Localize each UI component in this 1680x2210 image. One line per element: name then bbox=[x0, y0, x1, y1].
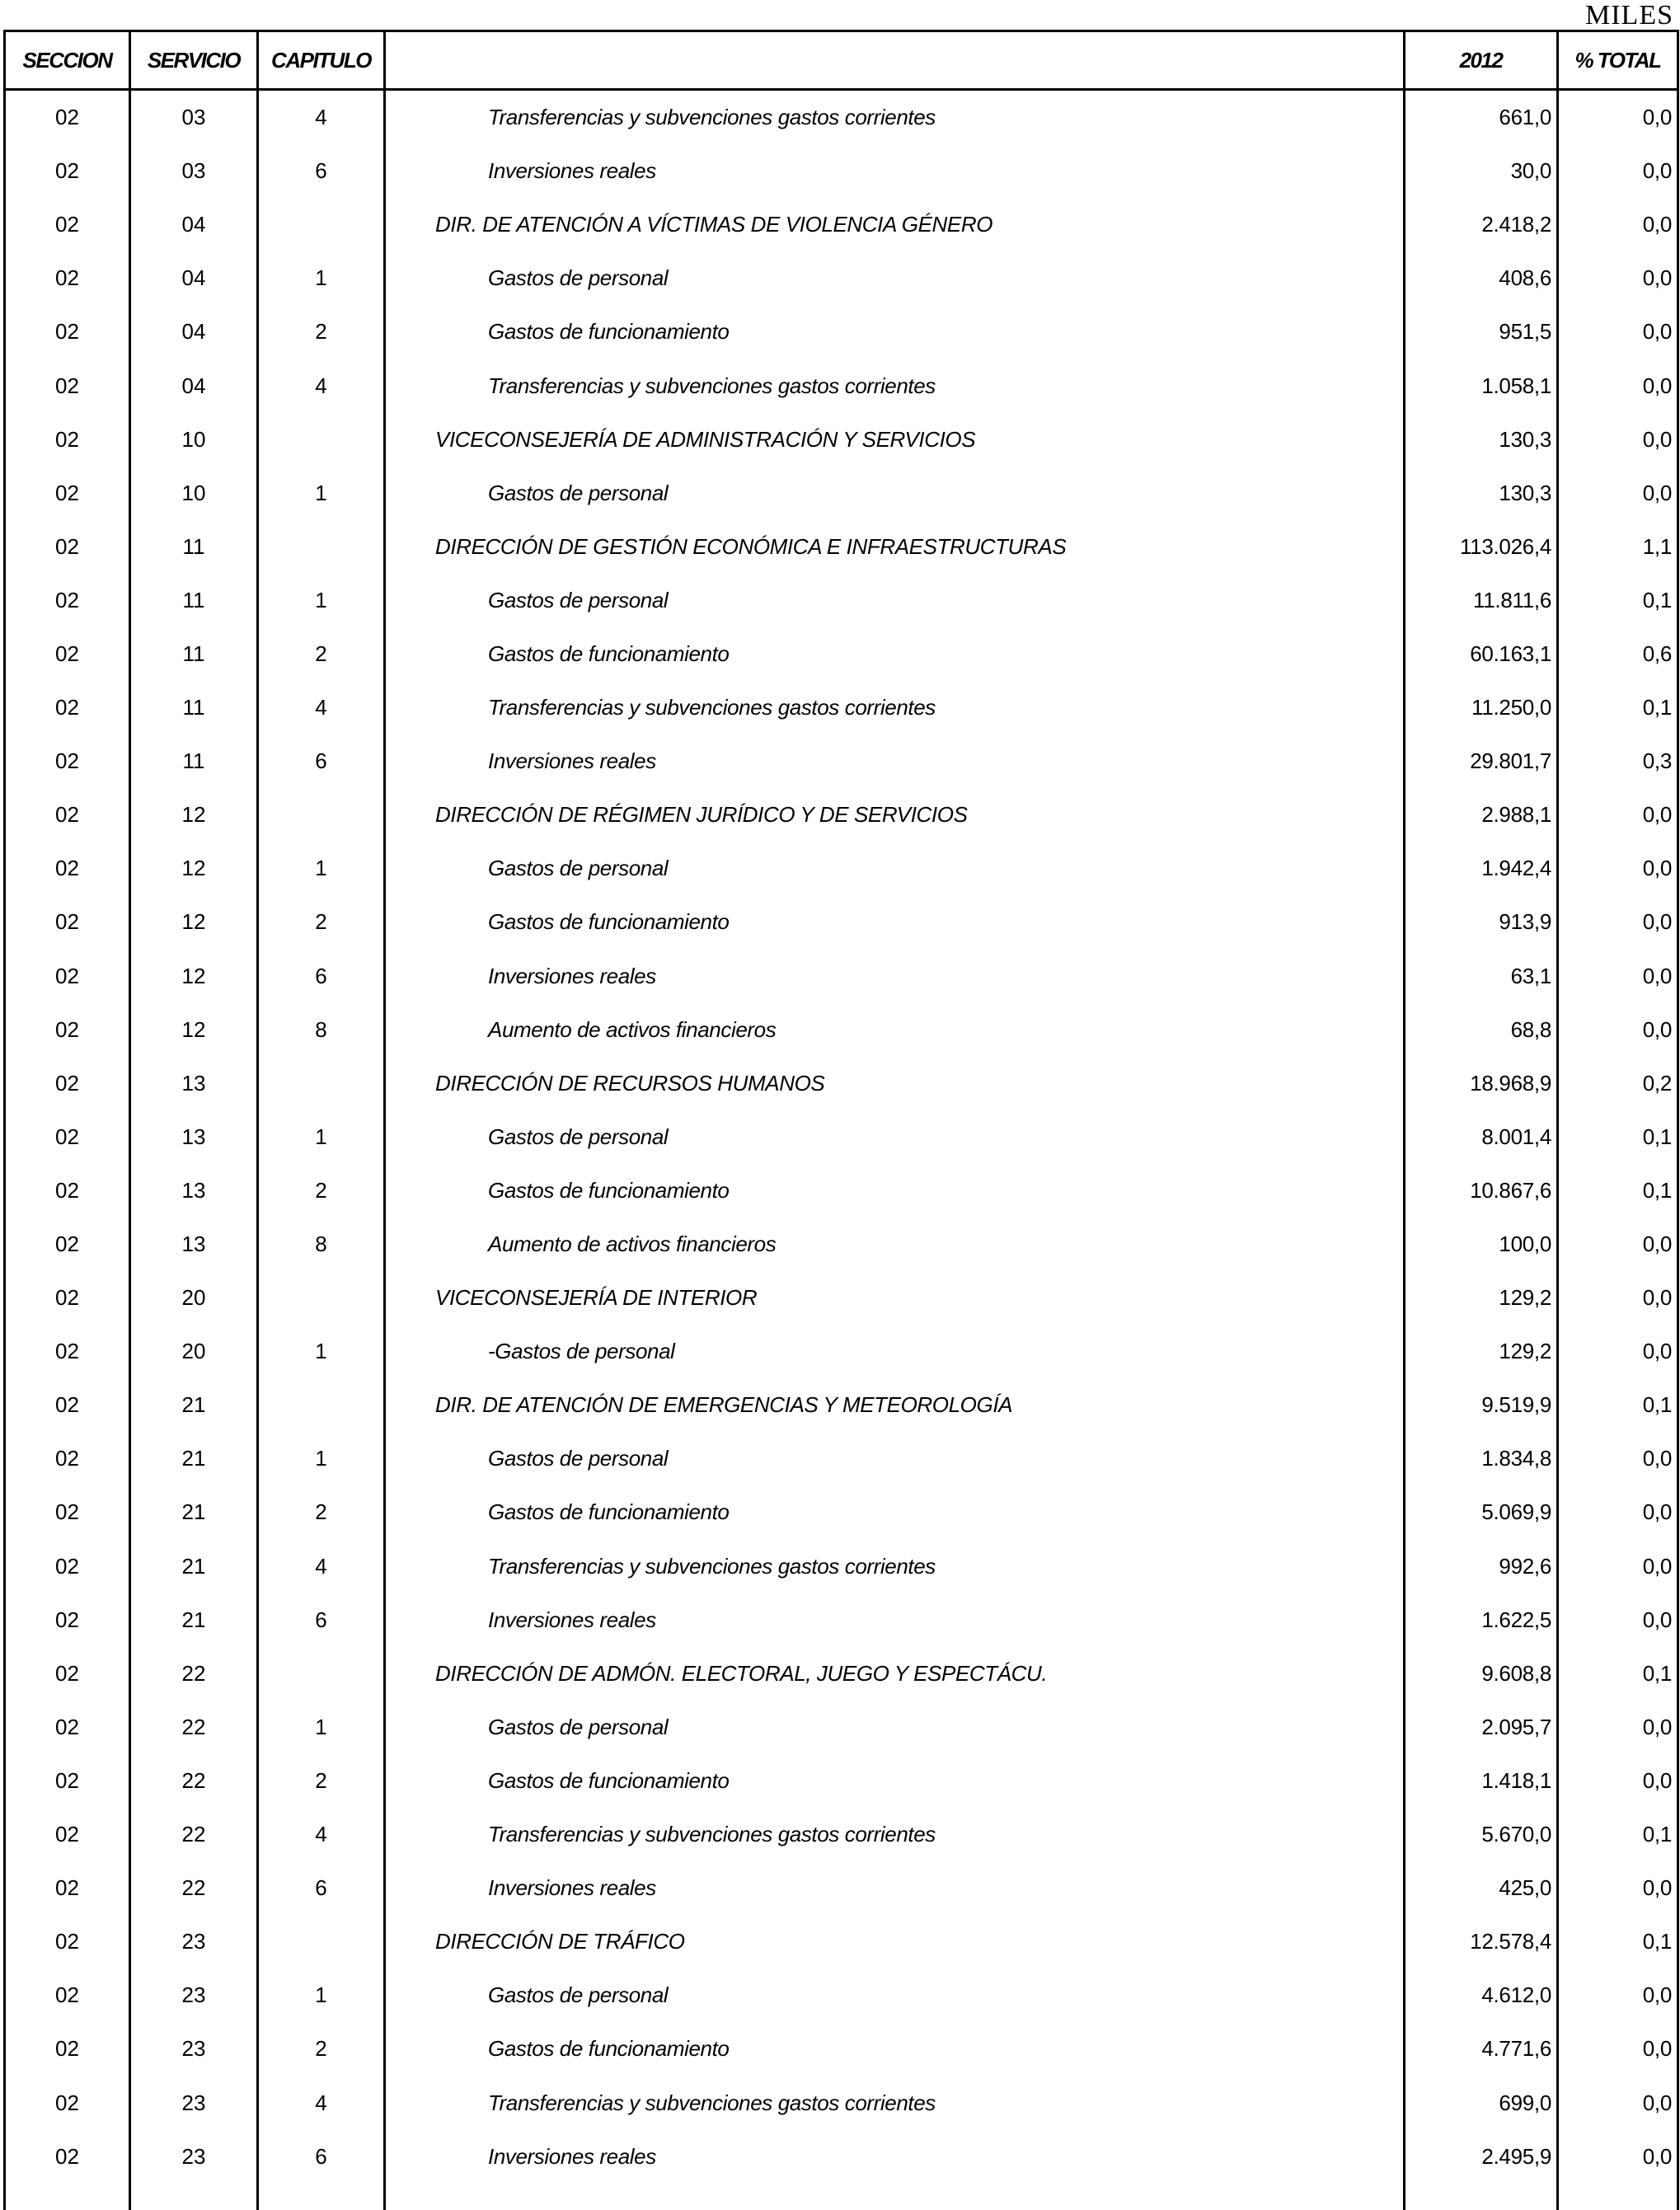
cell-servicio: 21 bbox=[130, 1593, 258, 1647]
cell-value-2012: 408,6 bbox=[1405, 251, 1558, 305]
cell-descripcion: Transferencias y subvenciones gastos corrientes bbox=[385, 1540, 1405, 1593]
cell-servicio: 21 bbox=[130, 1378, 258, 1432]
cell-servicio: 23 bbox=[130, 2130, 258, 2184]
cell-seccion: 02 bbox=[5, 574, 130, 627]
table-row bbox=[5, 842, 1678, 895]
cell-seccion: 02 bbox=[5, 520, 130, 574]
cell-seccion: 02 bbox=[5, 1540, 130, 1593]
cell-servicio: 22 bbox=[130, 1861, 258, 1915]
cell-capitulo: 2 bbox=[258, 305, 385, 359]
cell-servicio: 21 bbox=[130, 1432, 258, 1485]
cell-pct-total: 0,0 bbox=[1558, 2130, 1678, 2184]
table-row bbox=[5, 1701, 1678, 1754]
cell-servicio: 21 bbox=[130, 1485, 258, 1539]
cell-descripcion: Gastos de funcionamiento bbox=[385, 1164, 1405, 1218]
cell-descripcion: Inversiones reales bbox=[385, 1861, 1405, 1915]
cell-servicio: 04 bbox=[130, 305, 258, 359]
cell-seccion: 02 bbox=[5, 2076, 130, 2129]
table-row bbox=[5, 1540, 1678, 1593]
cell-capitulo: 1 bbox=[258, 467, 385, 520]
budget-table-container bbox=[3, 30, 1677, 2187]
table-row bbox=[5, 1593, 1678, 1647]
table-row bbox=[5, 90, 1678, 145]
cell-servicio: 11 bbox=[130, 734, 258, 788]
cell-pct-total: 0,0 bbox=[1558, 842, 1678, 895]
cell-seccion: 02 bbox=[5, 1861, 130, 1915]
cell-value-2012: 9.519,9 bbox=[1405, 1378, 1558, 1432]
cell-descripcion: Transferencias y subvenciones gastos corrientes bbox=[385, 2076, 1405, 2129]
cell-descripcion: Gastos de funcionamiento bbox=[385, 1754, 1405, 1808]
cell-servicio: 03 bbox=[130, 144, 258, 198]
table-row bbox=[5, 520, 1678, 574]
cell-pct-total: 0,0 bbox=[1558, 1754, 1678, 1808]
header-descripcion bbox=[385, 31, 1405, 90]
cell-descripcion: Transferencias y subvenciones gastos corrientes bbox=[385, 90, 1405, 145]
cell-servicio: 11 bbox=[130, 681, 258, 734]
cell-pct-total: 0,0 bbox=[1558, 467, 1678, 520]
cell-seccion: 02 bbox=[5, 359, 130, 412]
cell-capitulo: 4 bbox=[258, 359, 385, 412]
table-row bbox=[5, 2076, 1678, 2129]
cell-descripcion: Aumento de activos financieros bbox=[385, 1003, 1405, 1057]
header-seccion: SECCION bbox=[5, 31, 130, 90]
table-row bbox=[5, 1754, 1678, 1808]
cell-capitulo bbox=[258, 1271, 385, 1325]
cell-value-2012: 2.418,2 bbox=[1405, 198, 1558, 251]
table-row bbox=[5, 413, 1678, 467]
table-row bbox=[5, 1057, 1678, 1110]
cell-pct-total: 0,1 bbox=[1558, 1164, 1678, 1218]
table-row bbox=[5, 1378, 1678, 1432]
cell-value-2012: 29.801,7 bbox=[1405, 734, 1558, 788]
cell-descripcion: Gastos de personal bbox=[385, 251, 1405, 305]
cell-value-2012: 11.250,0 bbox=[1405, 681, 1558, 734]
cell-pct-total: 0,1 bbox=[1558, 1110, 1678, 1164]
cell-pct-total: 0,0 bbox=[1558, 1701, 1678, 1754]
cell-descripcion: Transferencias y subvenciones gastos corrientes bbox=[385, 359, 1405, 412]
cell-value-2012: 2.495,9 bbox=[1405, 2130, 1558, 2184]
table-row bbox=[5, 1325, 1678, 1378]
cell-value-2012: 130,3 bbox=[1405, 467, 1558, 520]
cell-capitulo: 1 bbox=[258, 842, 385, 895]
cell-servicio: 12 bbox=[130, 1003, 258, 1057]
cell-capitulo: 1 bbox=[258, 1325, 385, 1378]
cell-value-2012: 913,9 bbox=[1405, 895, 1558, 949]
cell-value-2012: 699,0 bbox=[1405, 2076, 1558, 2129]
cell-seccion: 02 bbox=[5, 1271, 130, 1325]
table-row bbox=[5, 1003, 1678, 1057]
cell-descripcion: DIRECCIÓN DE GESTIÓN ECONÓMICA E INFRAESTRUCTURAS bbox=[385, 520, 1405, 574]
cell-value-2012: 10.867,6 bbox=[1405, 1164, 1558, 1218]
cell-capitulo: 8 bbox=[258, 1003, 385, 1057]
cell-pct-total: 0,0 bbox=[1558, 1485, 1678, 1539]
cell-descripcion: DIR. DE ATENCIÓN DE EMERGENCIAS Y METEOROLOGÍA bbox=[385, 1378, 1405, 1432]
table-row bbox=[5, 359, 1678, 412]
header-servicio: SERVICIO bbox=[130, 31, 258, 90]
cell-servicio: 23 bbox=[130, 1968, 258, 2022]
cell-seccion: 02 bbox=[5, 1968, 130, 2022]
cell-descripcion: DIRECCIÓN DE TRÁFICO bbox=[385, 1915, 1405, 1968]
cell-pct-total: 0,1 bbox=[1558, 574, 1678, 627]
filler-cell bbox=[385, 2184, 1405, 2210]
cell-seccion: 02 bbox=[5, 1378, 130, 1432]
cell-pct-total: 0,1 bbox=[1558, 1647, 1678, 1701]
cell-value-2012: 992,6 bbox=[1405, 1540, 1558, 1593]
cell-servicio: 22 bbox=[130, 1808, 258, 1861]
cell-capitulo: 1 bbox=[258, 1701, 385, 1754]
cell-descripcion: Inversiones reales bbox=[385, 2130, 1405, 2184]
cell-pct-total: 0,0 bbox=[1558, 1861, 1678, 1915]
table-row bbox=[5, 144, 1678, 198]
cell-seccion: 02 bbox=[5, 2130, 130, 2184]
cell-pct-total: 0,1 bbox=[1558, 1915, 1678, 1968]
cell-capitulo bbox=[258, 1647, 385, 1701]
table-row bbox=[5, 574, 1678, 627]
filler-cell bbox=[5, 2184, 130, 2210]
table-row bbox=[5, 1110, 1678, 1164]
cell-seccion: 02 bbox=[5, 1110, 130, 1164]
cell-capitulo: 1 bbox=[258, 574, 385, 627]
cell-capitulo: 1 bbox=[258, 1432, 385, 1485]
cell-value-2012: 9.608,8 bbox=[1405, 1647, 1558, 1701]
cell-descripcion: Inversiones reales bbox=[385, 1593, 1405, 1647]
cell-value-2012: 129,2 bbox=[1405, 1271, 1558, 1325]
cell-descripcion: Gastos de personal bbox=[385, 1432, 1405, 1485]
header-row bbox=[5, 31, 1678, 90]
cell-value-2012: 113.026,4 bbox=[1405, 520, 1558, 574]
cell-seccion: 02 bbox=[5, 1003, 130, 1057]
table-row bbox=[5, 198, 1678, 251]
table-row bbox=[5, 788, 1678, 842]
cell-pct-total: 0,1 bbox=[1558, 681, 1678, 734]
cell-pct-total: 0,0 bbox=[1558, 1003, 1678, 1057]
cell-seccion: 02 bbox=[5, 198, 130, 251]
cell-capitulo bbox=[258, 520, 385, 574]
cell-pct-total: 0,0 bbox=[1558, 788, 1678, 842]
cell-value-2012: 4.771,6 bbox=[1405, 2022, 1558, 2076]
cell-capitulo: 2 bbox=[258, 1164, 385, 1218]
cell-servicio: 11 bbox=[130, 574, 258, 627]
cell-capitulo bbox=[258, 1057, 385, 1110]
cell-servicio: 13 bbox=[130, 1218, 258, 1271]
cell-capitulo: 2 bbox=[258, 895, 385, 949]
cell-value-2012: 12.578,4 bbox=[1405, 1915, 1558, 1968]
cell-servicio: 22 bbox=[130, 1647, 258, 1701]
table-filler-row bbox=[5, 2184, 1678, 2210]
cell-capitulo bbox=[258, 413, 385, 467]
table-row bbox=[5, 251, 1678, 305]
cell-seccion: 02 bbox=[5, 90, 130, 145]
cell-pct-total: 0,0 bbox=[1558, 1325, 1678, 1378]
table-row bbox=[5, 950, 1678, 1003]
cell-seccion: 02 bbox=[5, 144, 130, 198]
cell-value-2012: 1.622,5 bbox=[1405, 1593, 1558, 1647]
cell-seccion: 02 bbox=[5, 1485, 130, 1539]
cell-seccion: 02 bbox=[5, 1808, 130, 1861]
cell-servicio: 10 bbox=[130, 467, 258, 520]
cell-value-2012: 100,0 bbox=[1405, 1218, 1558, 1271]
cell-capitulo bbox=[258, 198, 385, 251]
cell-pct-total: 0,0 bbox=[1558, 1593, 1678, 1647]
cell-seccion: 02 bbox=[5, 1593, 130, 1647]
cell-seccion: 02 bbox=[5, 1647, 130, 1701]
cell-seccion: 02 bbox=[5, 1325, 130, 1378]
cell-servicio: 13 bbox=[130, 1057, 258, 1110]
cell-servicio: 12 bbox=[130, 788, 258, 842]
cell-servicio: 10 bbox=[130, 413, 258, 467]
filler-cell bbox=[258, 2184, 385, 2210]
cell-seccion: 02 bbox=[5, 895, 130, 949]
cell-seccion: 02 bbox=[5, 1701, 130, 1754]
cell-pct-total: 0,2 bbox=[1558, 1057, 1678, 1110]
table-row bbox=[5, 467, 1678, 520]
cell-servicio: 21 bbox=[130, 1540, 258, 1593]
cell-pct-total: 0,0 bbox=[1558, 950, 1678, 1003]
cell-capitulo: 6 bbox=[258, 2130, 385, 2184]
cell-servicio: 22 bbox=[130, 1701, 258, 1754]
table-header bbox=[5, 31, 1678, 90]
cell-pct-total: 0,0 bbox=[1558, 2022, 1678, 2076]
table-row bbox=[5, 681, 1678, 734]
cell-capitulo: 2 bbox=[258, 627, 385, 681]
cell-value-2012: 130,3 bbox=[1405, 413, 1558, 467]
cell-descripcion: Inversiones reales bbox=[385, 950, 1405, 1003]
cell-value-2012: 2.095,7 bbox=[1405, 1701, 1558, 1754]
cell-value-2012: 2.988,1 bbox=[1405, 788, 1558, 842]
unit-label: MILES bbox=[1585, 0, 1673, 30]
cell-descripcion: Gastos de personal bbox=[385, 467, 1405, 520]
cell-value-2012: 8.001,4 bbox=[1405, 1110, 1558, 1164]
table-row bbox=[5, 627, 1678, 681]
cell-servicio: 23 bbox=[130, 1915, 258, 1968]
table-row bbox=[5, 2022, 1678, 2076]
table-row bbox=[5, 1164, 1678, 1218]
cell-value-2012: 129,2 bbox=[1405, 1325, 1558, 1378]
table-row bbox=[5, 1485, 1678, 1539]
filler-cell bbox=[1405, 2184, 1558, 2210]
filler-cell bbox=[130, 2184, 258, 2210]
table-row bbox=[5, 1808, 1678, 1861]
cell-pct-total: 0,3 bbox=[1558, 734, 1678, 788]
cell-pct-total: 0,0 bbox=[1558, 1432, 1678, 1485]
cell-pct-total: 0,0 bbox=[1558, 1218, 1678, 1271]
cell-value-2012: 63,1 bbox=[1405, 950, 1558, 1003]
cell-capitulo: 4 bbox=[258, 681, 385, 734]
cell-seccion: 02 bbox=[5, 734, 130, 788]
cell-capitulo: 1 bbox=[258, 1968, 385, 2022]
cell-descripcion: VICECONSEJERÍA DE INTERIOR bbox=[385, 1271, 1405, 1325]
cell-value-2012: 951,5 bbox=[1405, 305, 1558, 359]
cell-seccion: 02 bbox=[5, 627, 130, 681]
table-row bbox=[5, 2130, 1678, 2184]
table-body bbox=[5, 90, 1678, 2210]
table-row bbox=[5, 305, 1678, 359]
cell-value-2012: 425,0 bbox=[1405, 1861, 1558, 1915]
cell-seccion: 02 bbox=[5, 842, 130, 895]
cell-value-2012: 68,8 bbox=[1405, 1003, 1558, 1057]
table-row bbox=[5, 1861, 1678, 1915]
cell-seccion: 02 bbox=[5, 681, 130, 734]
cell-descripcion: Gastos de funcionamiento bbox=[385, 895, 1405, 949]
cell-seccion: 02 bbox=[5, 251, 130, 305]
cell-pct-total: 0,0 bbox=[1558, 895, 1678, 949]
header-year: 2012 bbox=[1405, 31, 1558, 90]
cell-capitulo bbox=[258, 788, 385, 842]
cell-pct-total: 0,6 bbox=[1558, 627, 1678, 681]
cell-seccion: 02 bbox=[5, 1164, 130, 1218]
cell-servicio: 13 bbox=[130, 1164, 258, 1218]
table-row bbox=[5, 1915, 1678, 1968]
budget-table bbox=[3, 30, 1679, 2210]
cell-seccion: 02 bbox=[5, 305, 130, 359]
cell-descripcion: DIRECCIÓN DE RECURSOS HUMANOS bbox=[385, 1057, 1405, 1110]
cell-capitulo: 1 bbox=[258, 1110, 385, 1164]
cell-value-2012: 1.942,4 bbox=[1405, 842, 1558, 895]
cell-descripcion: Gastos de personal bbox=[385, 842, 1405, 895]
cell-servicio: 11 bbox=[130, 520, 258, 574]
cell-servicio: 04 bbox=[130, 251, 258, 305]
cell-seccion: 02 bbox=[5, 413, 130, 467]
cell-descripcion: DIRECCIÓN DE RÉGIMEN JURÍDICO Y DE SERVICIOS bbox=[385, 788, 1405, 842]
cell-descripcion: Transferencias y subvenciones gastos corrientes bbox=[385, 681, 1405, 734]
cell-capitulo: 6 bbox=[258, 1593, 385, 1647]
cell-descripcion: DIR. DE ATENCIÓN A VÍCTIMAS DE VIOLENCIA GÉNERO bbox=[385, 198, 1405, 251]
table-row bbox=[5, 1218, 1678, 1271]
cell-capitulo: 8 bbox=[258, 1218, 385, 1271]
cell-servicio: 23 bbox=[130, 2022, 258, 2076]
cell-servicio: 23 bbox=[130, 2076, 258, 2129]
cell-descripcion: Gastos de funcionamiento bbox=[385, 2022, 1405, 2076]
cell-descripcion: Gastos de funcionamiento bbox=[385, 627, 1405, 681]
cell-servicio: 12 bbox=[130, 842, 258, 895]
filler-cell bbox=[1558, 2184, 1678, 2210]
cell-seccion: 02 bbox=[5, 1754, 130, 1808]
cell-capitulo: 4 bbox=[258, 2076, 385, 2129]
cell-descripcion: DIRECCIÓN DE ADMÓN. ELECTORAL, JUEGO Y ESPECTÁCU. bbox=[385, 1647, 1405, 1701]
cell-descripcion: Gastos de personal bbox=[385, 1968, 1405, 2022]
table-row bbox=[5, 1271, 1678, 1325]
cell-descripcion: Gastos de personal bbox=[385, 1110, 1405, 1164]
cell-pct-total: 0,0 bbox=[1558, 359, 1678, 412]
cell-value-2012: 5.069,9 bbox=[1405, 1485, 1558, 1539]
cell-value-2012: 11.811,6 bbox=[1405, 574, 1558, 627]
cell-descripcion: Aumento de activos financieros bbox=[385, 1218, 1405, 1271]
cell-pct-total: 0,0 bbox=[1558, 305, 1678, 359]
cell-capitulo: 4 bbox=[258, 1540, 385, 1593]
cell-descripcion: Transferencias y subvenciones gastos corrientes bbox=[385, 1808, 1405, 1861]
cell-seccion: 02 bbox=[5, 950, 130, 1003]
cell-descripcion: Gastos de personal bbox=[385, 574, 1405, 627]
cell-servicio: 22 bbox=[130, 1754, 258, 1808]
cell-pct-total: 0,0 bbox=[1558, 90, 1678, 145]
cell-pct-total: 1,1 bbox=[1558, 520, 1678, 574]
cell-seccion: 02 bbox=[5, 1057, 130, 1110]
cell-servicio: 04 bbox=[130, 359, 258, 412]
table-row bbox=[5, 1968, 1678, 2022]
cell-value-2012: 1.418,1 bbox=[1405, 1754, 1558, 1808]
cell-pct-total: 0,0 bbox=[1558, 251, 1678, 305]
table-row bbox=[5, 1432, 1678, 1485]
cell-descripcion: Gastos de funcionamiento bbox=[385, 305, 1405, 359]
table-row bbox=[5, 895, 1678, 949]
cell-servicio: 11 bbox=[130, 627, 258, 681]
cell-capitulo: 4 bbox=[258, 90, 385, 145]
cell-seccion: 02 bbox=[5, 1432, 130, 1485]
cell-capitulo: 2 bbox=[258, 2022, 385, 2076]
table-row bbox=[5, 1647, 1678, 1701]
cell-value-2012: 60.163,1 bbox=[1405, 627, 1558, 681]
cell-value-2012: 1.058,1 bbox=[1405, 359, 1558, 412]
cell-pct-total: 0,0 bbox=[1558, 1968, 1678, 2022]
cell-servicio: 20 bbox=[130, 1325, 258, 1378]
cell-value-2012: 4.612,0 bbox=[1405, 1968, 1558, 2022]
cell-value-2012: 1.834,8 bbox=[1405, 1432, 1558, 1485]
cell-pct-total: 0,0 bbox=[1558, 2076, 1678, 2129]
cell-pct-total: 0,1 bbox=[1558, 1808, 1678, 1861]
cell-descripcion: Gastos de personal bbox=[385, 1701, 1405, 1754]
cell-seccion: 02 bbox=[5, 467, 130, 520]
cell-capitulo bbox=[258, 1915, 385, 1968]
cell-pct-total: 0,1 bbox=[1558, 1378, 1678, 1432]
cell-capitulo bbox=[258, 1378, 385, 1432]
table-row bbox=[5, 734, 1678, 788]
cell-seccion: 02 bbox=[5, 1218, 130, 1271]
cell-descripcion: Inversiones reales bbox=[385, 734, 1405, 788]
cell-pct-total: 0,0 bbox=[1558, 413, 1678, 467]
cell-capitulo: 2 bbox=[258, 1485, 385, 1539]
cell-value-2012: 5.670,0 bbox=[1405, 1808, 1558, 1861]
cell-seccion: 02 bbox=[5, 2022, 130, 2076]
cell-seccion: 02 bbox=[5, 788, 130, 842]
cell-servicio: 20 bbox=[130, 1271, 258, 1325]
cell-servicio: 03 bbox=[130, 90, 258, 145]
header-pct-total: % TOTAL bbox=[1558, 31, 1678, 90]
cell-descripcion: VICECONSEJERÍA DE ADMINISTRACIÓN Y SERVICIOS bbox=[385, 413, 1405, 467]
cell-value-2012: 30,0 bbox=[1405, 144, 1558, 198]
cell-descripcion: Gastos de funcionamiento bbox=[385, 1485, 1405, 1539]
cell-servicio: 13 bbox=[130, 1110, 258, 1164]
cell-descripcion: Inversiones reales bbox=[385, 144, 1405, 198]
cell-capitulo: 6 bbox=[258, 1861, 385, 1915]
cell-pct-total: 0,0 bbox=[1558, 1540, 1678, 1593]
cell-capitulo: 2 bbox=[258, 1754, 385, 1808]
cell-pct-total: 0,0 bbox=[1558, 144, 1678, 198]
cell-value-2012: 661,0 bbox=[1405, 90, 1558, 145]
cell-seccion: 02 bbox=[5, 1915, 130, 1968]
header-capitulo: CAPITULO bbox=[258, 31, 385, 90]
cell-capitulo: 6 bbox=[258, 950, 385, 1003]
cell-value-2012: 18.968,9 bbox=[1405, 1057, 1558, 1110]
cell-pct-total: 0,0 bbox=[1558, 198, 1678, 251]
cell-descripcion: -Gastos de personal bbox=[385, 1325, 1405, 1378]
cell-pct-total: 0,0 bbox=[1558, 1271, 1678, 1325]
cell-capitulo: 6 bbox=[258, 144, 385, 198]
cell-capitulo: 6 bbox=[258, 734, 385, 788]
cell-servicio: 12 bbox=[130, 950, 258, 1003]
cell-capitulo: 4 bbox=[258, 1808, 385, 1861]
cell-capitulo: 1 bbox=[258, 251, 385, 305]
cell-servicio: 04 bbox=[130, 198, 258, 251]
cell-servicio: 12 bbox=[130, 895, 258, 949]
